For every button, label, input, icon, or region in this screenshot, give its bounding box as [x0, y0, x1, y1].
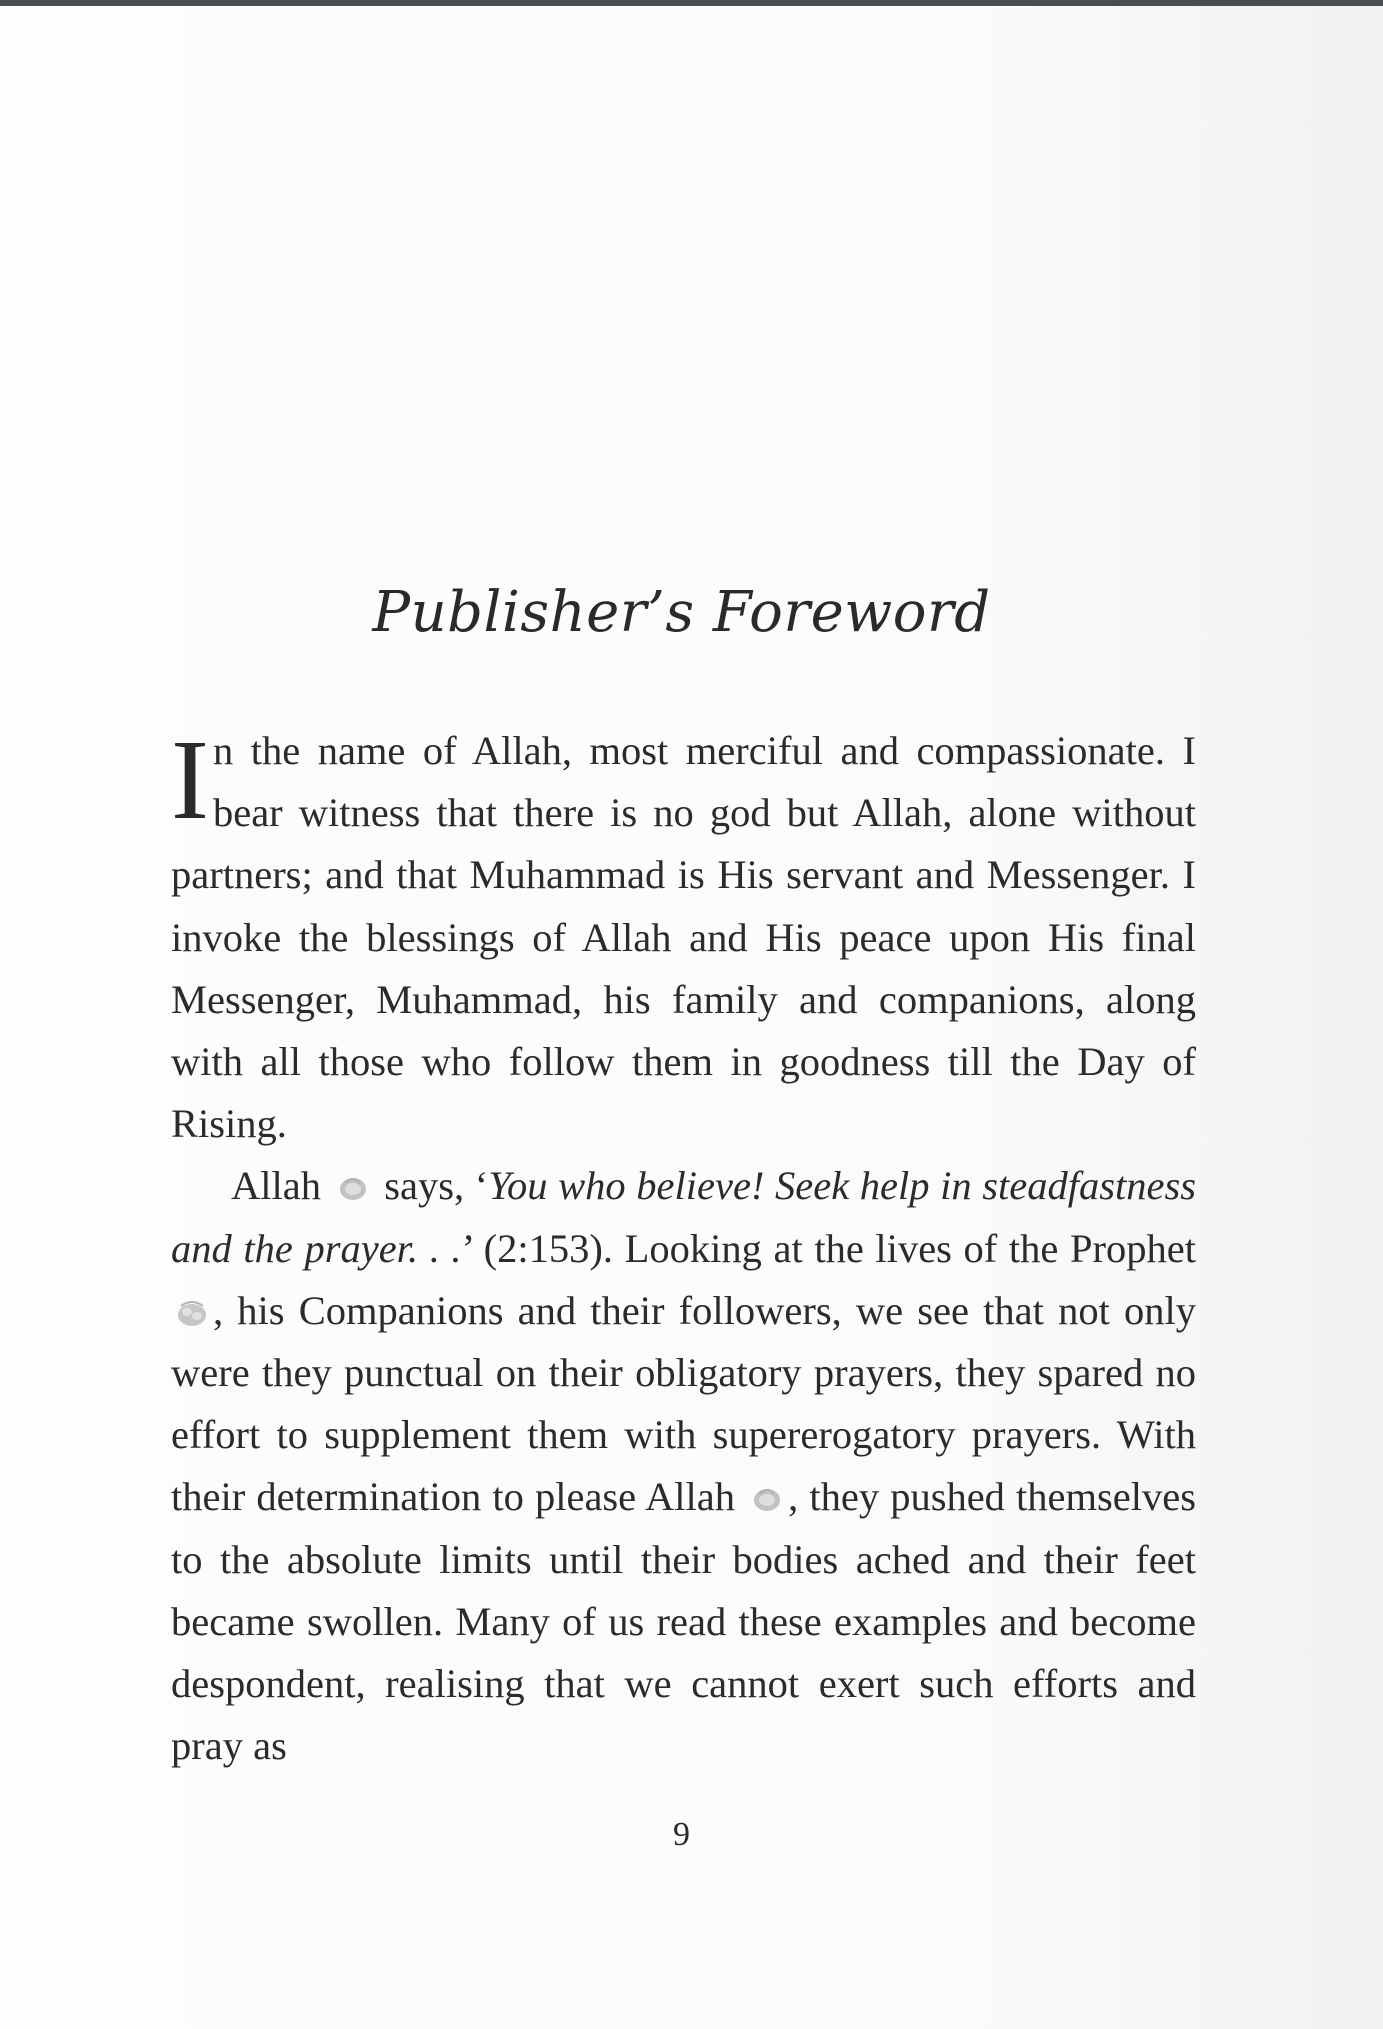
paragraph-2-segment-3: ’ (2:153). Looking at the lives of the Prophet: [461, 1225, 1196, 1271]
quran-quote: You who believe! Seek help in steadfastness and the prayer. . .: [171, 1163, 1197, 1271]
paragraph-2-segment-5: , they pushed themselves to the absolute limits until their bodies ached and their feet became swollen. Many of us read these examples and become despondent, realising that we cannot exert such efforts and pray as: [171, 1474, 1196, 1769]
paragraph-2: [171, 1155, 1196, 1777]
paragraph-2-segment-1: Allah: [231, 1163, 321, 1209]
honorific-glyph-icon: [748, 1482, 786, 1516]
paragraph-1-text: n the name of Allah, most merciful and compassionate. I bear witness that there is no god but Allah, alone without partners; and that Muhammad is His servant and Messenger. I invoke the blessings of Allah and His peace upon His final Messenger, Muhammad, his family and companions, along with all those who follow them in goodness till the Day of Rising.: [171, 728, 1196, 1147]
paragraph-1: [171, 716, 1196, 1155]
paragraph-2-segment-4: , his Companions and their followers, we see that not only were they punctual on their obligatory prayers, they spared no effort to supplement them with supererogatory prayers. With their determination to please Allah: [171, 1287, 1196, 1520]
paragraph-2-segment-2: says, ‘: [384, 1163, 489, 1209]
honorific-glyph-icon: [334, 1171, 372, 1205]
salawat-glyph-icon: [173, 1296, 211, 1330]
page-number: 9: [673, 1816, 690, 1853]
drop-cap: I: [171, 716, 209, 843]
book-page: [0, 6, 1383, 2029]
body-text: [171, 716, 1197, 1777]
page-title: Publisher’s Foreword: [372, 580, 991, 645]
